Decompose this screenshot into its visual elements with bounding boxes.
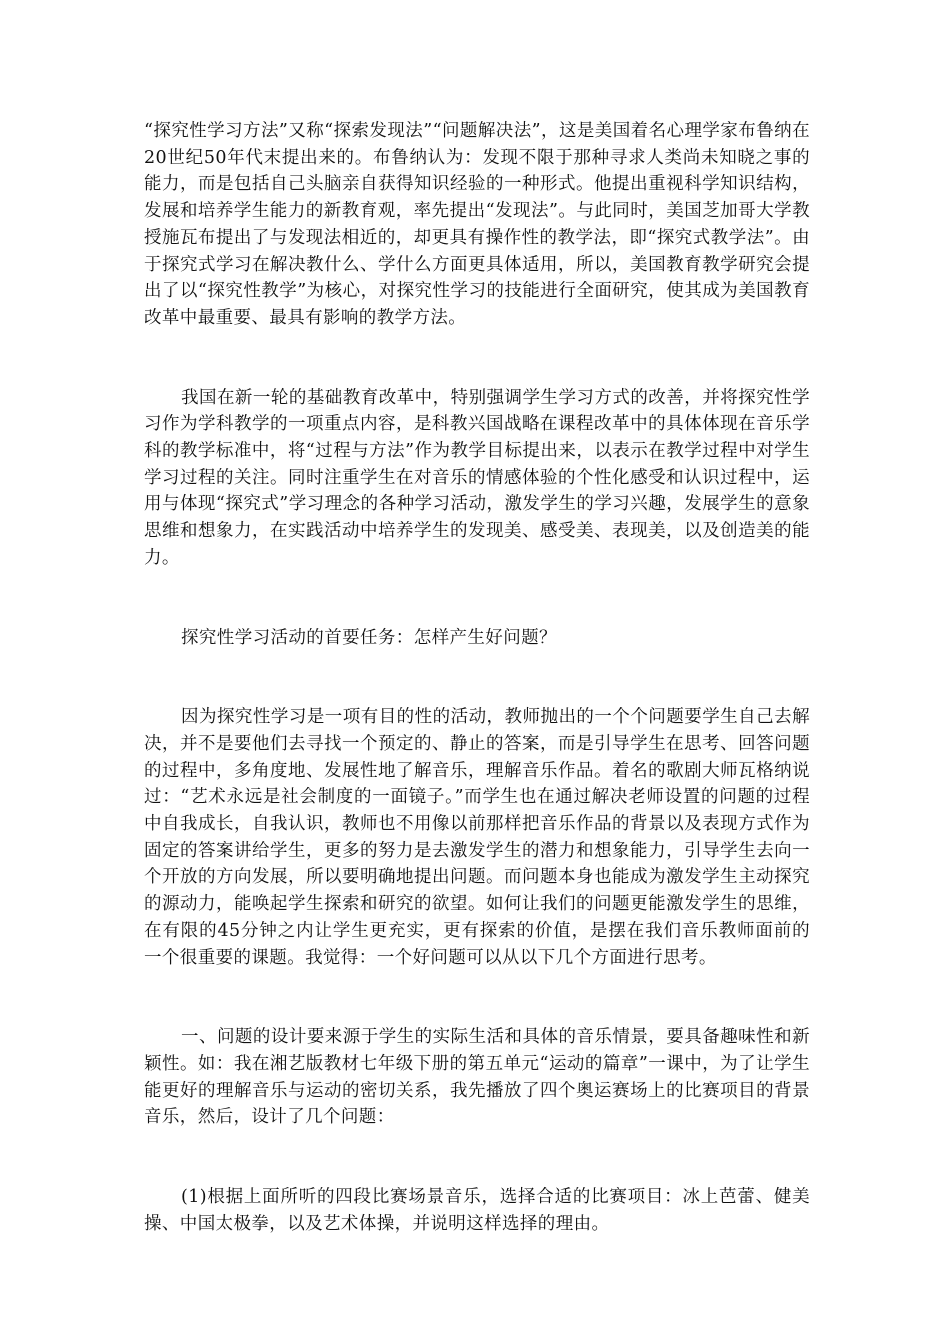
paragraph-purpose: 因为探究性学习是一项有目的性的活动，教师抛出的一个个问题要学生自己去解决，并不是要他们去寻找一个预定的、静止的答案，而是引导学生在思考、回答问题的过程中，多角度地、发展性地了解音乐，理解音乐作品。着名的歌剧大师瓦格纳说过：“艺术永远是社会制度的一面镜子。”而学生也在通过解决老师设置的问题的过程中自我成长，自我认识，教师也不用像以前那样把音乐作品的背景以及表现方式作为固定的答案讲给学生，更多的努力是去激发学生的潜力和想象能力，引导学生去向一个开放的方向发展，所以要明确地提出问题。而问题本身也能成为激发学生主动探究的源动力，能唤起学生探索和研究的欲望。如何让我们的问题更能激发学生的思维，在有限的45分钟之内让学生更充实，更有探索的价值，是摆在我们音乐教师面前的一个很重要的课题。我觉得：一个好问题可以从以下几个方面进行思考。 [144, 707, 810, 968]
paragraph-question-one: (1)根据上面所听的四段比赛场景音乐，选择合适的比赛项目：冰上芭蕾、健美操、中国太极拳，以及艺术体操，并说明这样选择的理由。 [144, 1187, 810, 1234]
paragraph-reform: 我国在新一轮的基础教育改革中，特别强调学生学习方式的改善，并将探究性学习作为学科教学的一项重点内容，是科教兴国战略在课程改革中的具体体现在音乐学科的教学标准中，将“过程与方法”作为教学目标提出来，以表示在教学过程中对学生学习过程的关注。同时注重学生在对音乐的情感体验的个性化感受和认识过程中，运用与体现“探究式”学习理念的各种学习活动，激发学生的学习兴趣，发展学生的意象思维和想象力，在实践活动中培养学生的发现美、感受美、表现美，以及创造美的能力。 [144, 387, 810, 568]
section-heading: 探究性学习活动的首要任务：怎样产生好问题？ [181, 627, 557, 648]
paragraph-point-one: 一、问题的设计要来源于学生的实际生活和具体的音乐情景，要具备趣味性和新颖性。如：我在湘艺版教材七年级下册的第五单元“运动的篇章”一课中，为了让学生能更好的理解音乐与运动的密切关系，我先播放了四个奥运赛场上的比赛项目的背景音乐，然后，设计了几个问题： [144, 1027, 810, 1128]
paragraph-intro: “探究性学习方法”又称“探索发现法”“问题解决法”，这是美国着名心理学家布鲁纳在20世纪50年代末提出来的。布鲁纳认为：发现不限于那种寻求人类尚未知晓之事的能力，而是包括自己头脑亲自获得知识经验的一种形式。他提出重视科学知识结构，发展和培养学生能力的新教育观，率先提出“发现法”。与此同时，美国芝加哥大学教授施瓦布提出了与发现法相近的，却更具有操作性的教学法，即“探究式教学法”。由于探究式学习在解决教什么、学什么方面更具体适用，所以，美国教育教学研究会提出了以“探究性教学”为核心，对探究性学习的技能进行全面研究，使其成为美国教育改革中最重要、最具有影响的教学方法。 [144, 121, 810, 328]
document-body [144, 118, 810, 1238]
